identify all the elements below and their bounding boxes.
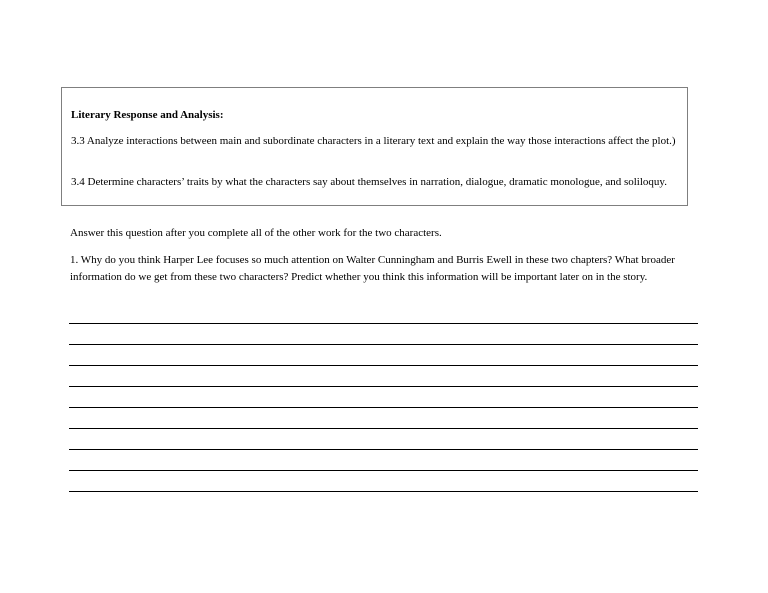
instruction-text: Answer this question after you complete all of the other work for the two characters.: [70, 227, 442, 239]
answer-line[interactable]: [69, 407, 698, 408]
standard-3-3: 3.3 Analyze interactions between main and subordinate characters in a literary text and explain the way those interactions affect the plot.): [71, 135, 676, 147]
standards-box: [61, 87, 688, 206]
answer-line[interactable]: [69, 365, 698, 366]
answer-line[interactable]: [69, 344, 698, 345]
answer-line[interactable]: [69, 449, 698, 450]
standards-heading: Literary Response and Analysis:: [71, 109, 224, 121]
answer-line[interactable]: [69, 470, 698, 471]
answer-line[interactable]: [69, 491, 698, 492]
answer-lines: [69, 323, 698, 512]
standard-3-4: 3.4 Determine characters’ traits by what the characters say about themselves in narration, dialogue, dramatic monologue, and soliloquy.: [71, 176, 667, 188]
question-1: 1. Why do you think Harper Lee focuses so much attention on Walter Cunningham and Burris Ewell in these two chapters? What broader information do we get from these two characters? Predict whether you think this information will be important later on in the story.: [70, 254, 675, 283]
answer-line[interactable]: [69, 323, 698, 324]
answer-line[interactable]: [69, 428, 698, 429]
answer-line[interactable]: [69, 386, 698, 387]
